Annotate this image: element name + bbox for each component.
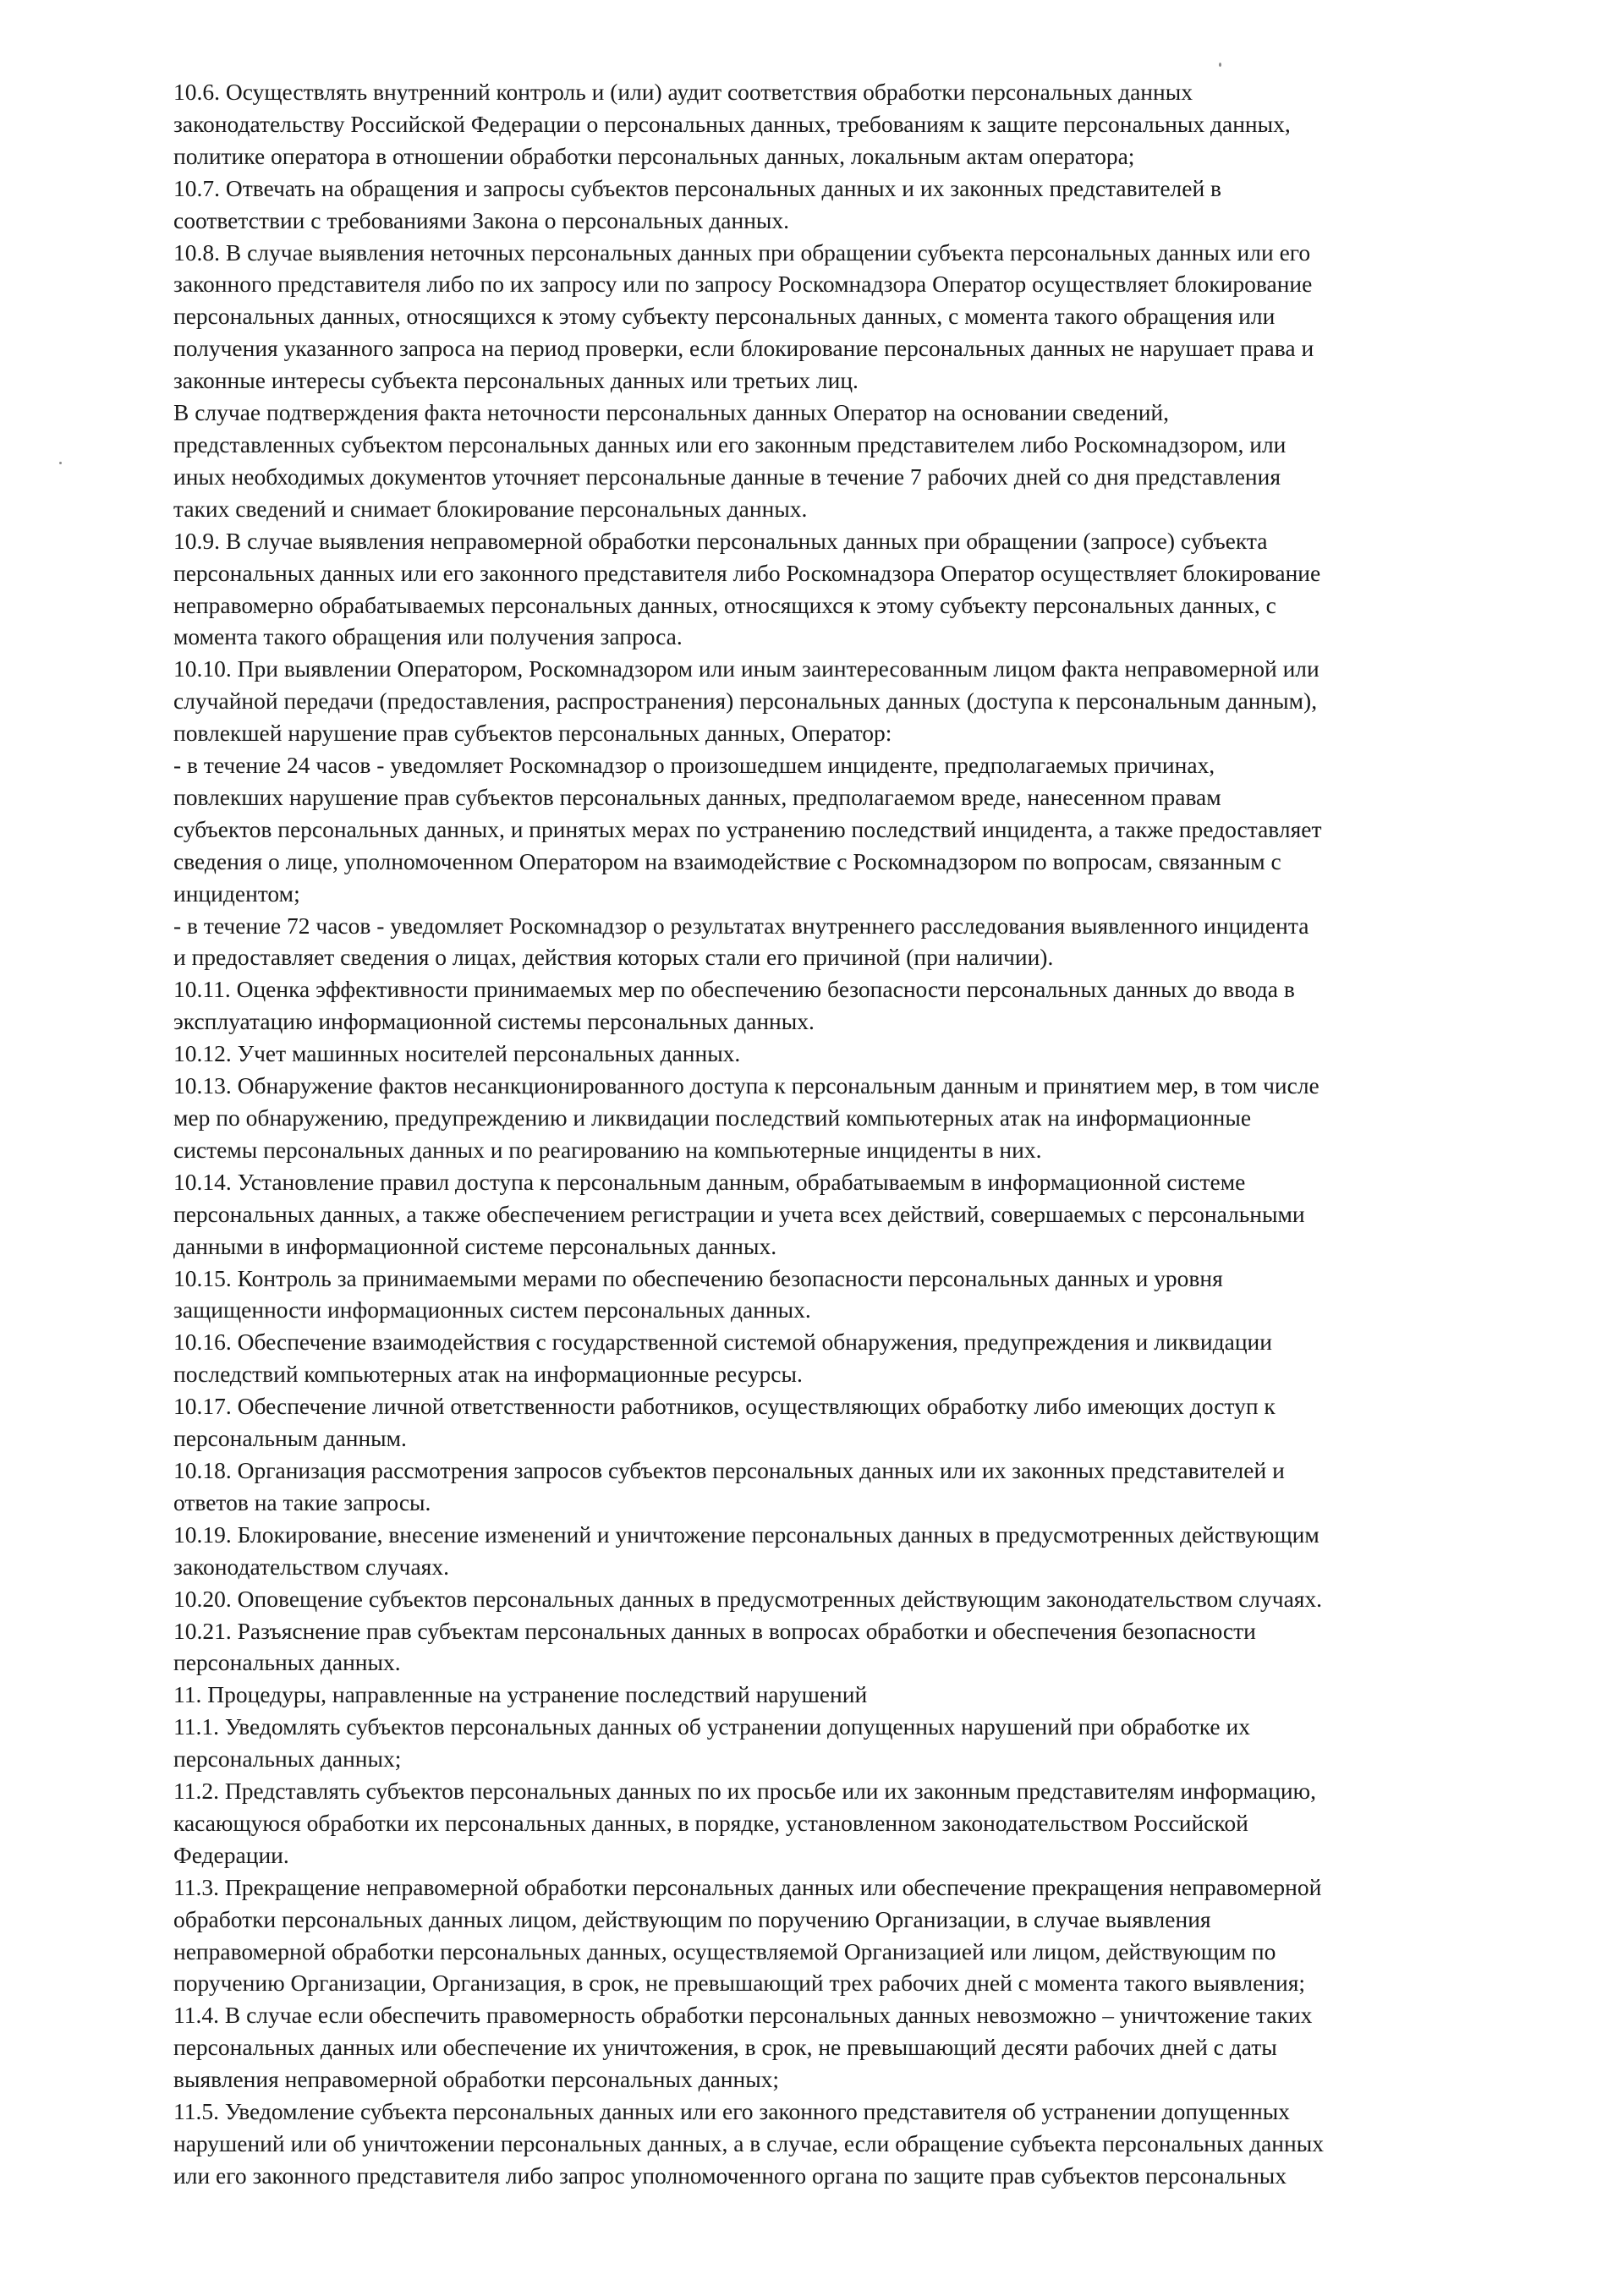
text-line: неправомерно обрабатываемых персональных данных, относящихся к этому субъекту персональных данных, с	[173, 591, 1276, 618]
text-line: персональных данных, относящихся к этому субъекту персональных данных, с момента такого обращения или	[173, 303, 1276, 330]
text-line: случайной передачи (предоставления, распространения) персональных данных (доступа к персональным данным),	[173, 688, 1318, 715]
text-line: персональных данных, а также обеспечением регистрации и учета всех действий, совершаемых с персональными	[173, 1200, 1305, 1227]
text-line: повлекших нарушение прав субъектов персональных данных, предполагаемом вреде, нанесенном правам	[173, 783, 1221, 810]
text-line: 11.3. Прекращение неправомерной обработки персональных данных или обеспечение прекращения неправомерной	[173, 1873, 1322, 1900]
text-line: последствий компьютерных атак на информационные ресурсы.	[173, 1361, 803, 1388]
text-line: выявления неправомерной обработки персональных данных;	[173, 2066, 780, 2093]
text-line: обработки персональных данных лицом, действующим по поручению Организации, в случае выявления	[173, 1905, 1211, 1932]
text-line: 10.12. Учет машинных носителей персональных данных.	[173, 1040, 741, 1067]
text-line: 10.17. Обеспечение личной ответственности работников, осуществляющих обработку либо имеющих доступ к	[173, 1393, 1276, 1420]
text-line: неправомерной обработки персональных данных, осуществляемой Организацией или лицом, действующим по	[173, 1937, 1276, 1964]
text-line: законодательством случаях.	[173, 1553, 449, 1580]
text-line: защищенности информационных систем персональных данных.	[173, 1296, 811, 1323]
scan-speck	[1219, 63, 1221, 67]
text-line: 10.14. Установление правил доступа к персональным данным, обрабатываемым в информационной системе	[173, 1168, 1246, 1195]
text-line: и предоставляет сведения о лицах, действия которых стали его причиной (при наличии).	[173, 944, 1054, 971]
text-line: законодательству Российской Федерации о персональных данных, требованиям к защите персональных данных,	[173, 110, 1291, 137]
text-line: иных необходимых документов уточняет персональные данные в течение 7 рабочих дней со дня представления	[173, 463, 1281, 490]
text-line: системы персональных данных и по реагированию на компьютерные инциденты в них.	[173, 1136, 1042, 1163]
text-line: 10.7. Отвечать на обращения и запросы субъектов персональных данных и их законных представителей в	[173, 174, 1222, 201]
text-line: - в течение 24 часов - уведомляет Роскомнадзор о произошедшем инциденте, предполагаемых причинах,	[173, 752, 1215, 779]
text-line: представленных субъектом персональных данных или его законным представителем либо Роскомнадзором, или	[173, 430, 1287, 458]
text-line: 11.5. Уведомление субъекта персональных данных или его законного представителя об устранении допущенных	[173, 2098, 1290, 2125]
text-line: нарушений или об уничтожении персональных данных, а в случае, если обращение субъекта персональных данных	[173, 2130, 1324, 2156]
scan-speck	[59, 462, 62, 464]
text-line: получения указанного запроса на период проверки, если блокирование персональных данных не нарушает права и	[173, 335, 1314, 362]
text-line: поручению Организации, Организация, в срок, не превышающий трех рабочих дней с момента такого выявления;	[173, 1970, 1306, 1997]
text-line: момента такого обращения или получения запроса.	[173, 623, 683, 650]
text-line: мер по обнаружению, предупреждению и ликвидации последствий компьютерных атак на информационные	[173, 1104, 1252, 1131]
text-line: 10.16. Обеспечение взаимодействия с государственной системой обнаружения, предупреждения и ликвидации	[173, 1329, 1272, 1356]
text-line: 10.6. Осуществлять внутренний контроль и (или) аудит соответствия обработки персональных данных	[173, 79, 1193, 105]
text-line: или его законного представителя либо запрос уполномоченного органа по защите прав субъектов персональных	[173, 2162, 1287, 2189]
text-line: 11.1. Уведомлять субъектов персональных данных об устранении допущенных нарушений при обработке их	[173, 1713, 1250, 1740]
text-line: ответов на такие запросы.	[173, 1488, 431, 1515]
text-line: В случае подтверждения факта неточности персональных данных Оператор на основании сведений,	[173, 399, 1170, 426]
text-line: субъектов персональных данных, и принятых мерах по устранению последствий инцидента, а также предоставляет	[173, 815, 1322, 842]
text-line: 11.2. Представлять субъектов персональных данных по их просьбе или их законным представителям информацию,	[173, 1778, 1316, 1805]
text-line: 10.13. Обнаружение фактов несанкционированного доступа к персональным данным и принятием мер, в том числе	[173, 1072, 1320, 1099]
text-line: персональным данным.	[173, 1425, 407, 1452]
text-line: персональных данных или его законного представителя либо Роскомнадзора Оператор осуществляет блокирование	[173, 559, 1321, 586]
text-line: 10.19. Блокирование, внесение изменений и уничтожение персональных данных в предусмотренных действующим	[173, 1521, 1320, 1548]
text-line: законного представителя либо по их запросу или по запросу Роскомнадзора Оператор осуществляет блокирование	[173, 271, 1313, 298]
text-line: касающуюся обработки их персональных данных, в порядке, установленном законодательством Российской	[173, 1809, 1248, 1836]
text-line: данными в информационной системе персональных данных.	[173, 1232, 777, 1259]
text-line: эксплуатацию информационной системы персональных данных.	[173, 1008, 815, 1035]
text-line: 10.20. Оповещение субъектов персональных данных в предусмотренных действующим законодательством случаях.	[173, 1585, 1323, 1612]
text-line: 10.10. При выявлении Оператором, Роскомнадзором или иным заинтересованным лицом факта неправомерной или	[173, 655, 1320, 682]
text-line: инцидентом;	[173, 879, 300, 907]
text-line: персональных данных.	[173, 1649, 401, 1676]
text-line: сведения о лице, уполномоченном Оператором на взаимодействие с Роскомнадзором по вопросам, связанным с	[173, 847, 1281, 874]
text-line: 10.18. Организация рассмотрения запросов субъектов персональных данных или их законных представителей и	[173, 1456, 1285, 1483]
text-line: Федерации.	[173, 1841, 289, 1868]
text-line: персональных данных;	[173, 1745, 402, 1773]
text-line: законные интересы субъекта персональных данных или третьих лиц.	[173, 367, 859, 394]
text-line: 11. Процедуры, направленные на устранение последствий нарушений	[173, 1681, 868, 1708]
text-line: 10.21. Разъяснение прав субъектам персональных данных в вопросах обработки и обеспечения безопасности	[173, 1617, 1256, 1644]
text-line: 10.11. Оценка эффективности принимаемых мер по обеспечению безопасности персональных данных до ввода в	[173, 976, 1295, 1003]
text-line: 10.15. Контроль за принимаемыми мерами по обеспечению безопасности персональных данных и уровня	[173, 1264, 1223, 1291]
text-line: персональных данных или обеспечение их уничтожения, в срок, не превышающий десяти рабочих дней с даты	[173, 2034, 1277, 2061]
text-line: 11.4. В случае если обеспечить правомерность обработки персональных данных невозможно – уничтожение таких	[173, 2002, 1313, 2029]
text-line: повлекшей нарушение прав субъектов персональных данных, Оператор:	[173, 720, 892, 747]
text-line: таких сведений и снимает блокирование персональных данных.	[173, 495, 808, 522]
text-line: политике оператора в отношении обработки персональных данных, локальным актам оператора;	[173, 142, 1135, 169]
text-line: - в течение 72 часов - уведомляет Роскомнадзор о результатах внутреннего расследования выявленного инцидента	[173, 912, 1309, 939]
text-line: 10.8. В случае выявления неточных персональных данных при обращении субъекта персональных данных или его	[173, 238, 1311, 266]
text-line: 10.9. В случае выявления неправомерной обработки персональных данных при обращении (запросе) субъекта	[173, 527, 1268, 554]
text-line: соответствии с требованиями Закона о персональных данных.	[173, 206, 790, 233]
document-body	[173, 76, 1539, 2192]
